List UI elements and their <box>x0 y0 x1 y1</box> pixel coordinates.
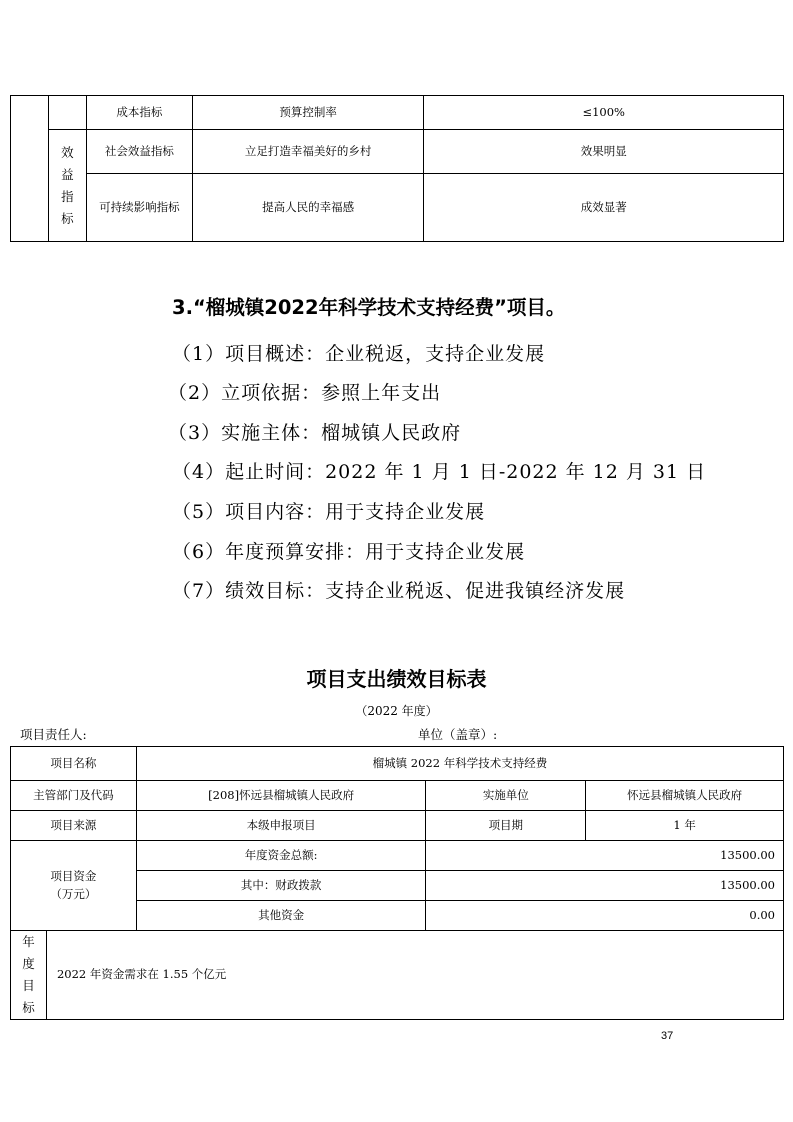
source-value: 本级申报项目 <box>136 811 426 841</box>
section-item: （4）起止时间：2022 年 1 月 1 日-2022 年 12 月 31 日 <box>172 461 707 483</box>
value-cell: 效果明显 <box>424 130 784 174</box>
impl-value: 怀远县榴城镇人民政府 <box>586 781 784 811</box>
unit-seal-label: 单位（盖章）: <box>418 727 498 742</box>
section-item: （1）项目概述：企业税返，支持企业发展 <box>172 343 546 365</box>
page-number: 37 <box>661 1030 674 1042</box>
benefit-indicator-group-label: 效 益 指 标 <box>48 130 86 242</box>
indicator-cell: 可持续影响指标 <box>86 174 192 242</box>
responsible-label: 项目责任人: <box>20 727 87 742</box>
dept-label: 主管部门及代码 <box>11 781 137 811</box>
impl-label: 实施单位 <box>426 781 586 811</box>
funds-other-value: 0.00 <box>426 901 784 931</box>
table-year: （2022 年度） <box>355 704 438 718</box>
item-cell: 立足打造幸福美好的乡村 <box>192 130 424 174</box>
value-cell: 成效显著 <box>424 174 784 242</box>
project-name-value: 榴城镇 2022 年科学技术支持经费 <box>136 747 783 781</box>
section-item: （3）实施主体：榴城镇人民政府 <box>168 422 462 444</box>
dept-value: [208]怀远县榴城镇人民政府 <box>136 781 426 811</box>
section-item: （5）项目内容：用于支持企业发展 <box>172 501 486 523</box>
funds-fiscal-value: 13500.00 <box>426 871 784 901</box>
source-label: 项目来源 <box>11 811 137 841</box>
section-item: （6）年度预算安排：用于支持企业发展 <box>172 541 526 563</box>
funds-fiscal-label: 其中：财政拨款 <box>136 871 426 901</box>
table-title: 项目支出绩效目标表 <box>306 667 487 691</box>
funds-total-label: 年度资金总额: <box>136 841 426 871</box>
indicator-cell: 社会效益指标 <box>86 130 192 174</box>
project-goal-table <box>10 746 784 1020</box>
empty-outer-cell <box>11 96 49 242</box>
performance-indicator-table <box>10 95 784 242</box>
project-name-label: 项目名称 <box>11 747 137 781</box>
item-cell: 预算控制率 <box>192 96 424 130</box>
section-item: （2）立项依据：参照上年支出 <box>168 382 442 404</box>
item-cell: 提高人民的幸福感 <box>192 174 424 242</box>
period-label: 项目期 <box>426 811 586 841</box>
value-cell: ≤100% <box>424 96 784 130</box>
funds-total-value: 13500.00 <box>426 841 784 871</box>
section-heading: 3.“榴城镇2022年科学技术支持经费”项目。 <box>172 296 566 319</box>
empty-group-cell <box>48 96 86 130</box>
funds-other-label: 其他资金 <box>136 901 426 931</box>
annual-goal-label: 年 度 目 标 <box>11 931 47 1020</box>
section-item: （7）绩效目标：支持企业税返、促进我镇经济发展 <box>172 580 626 602</box>
funds-label: 项目资金 （万元） <box>11 841 137 931</box>
indicator-cell: 成本指标 <box>86 96 192 130</box>
annual-goal-value: 2022 年资金需求在 1.55 个亿元 <box>46 931 783 1020</box>
period-value: 1 年 <box>586 811 784 841</box>
